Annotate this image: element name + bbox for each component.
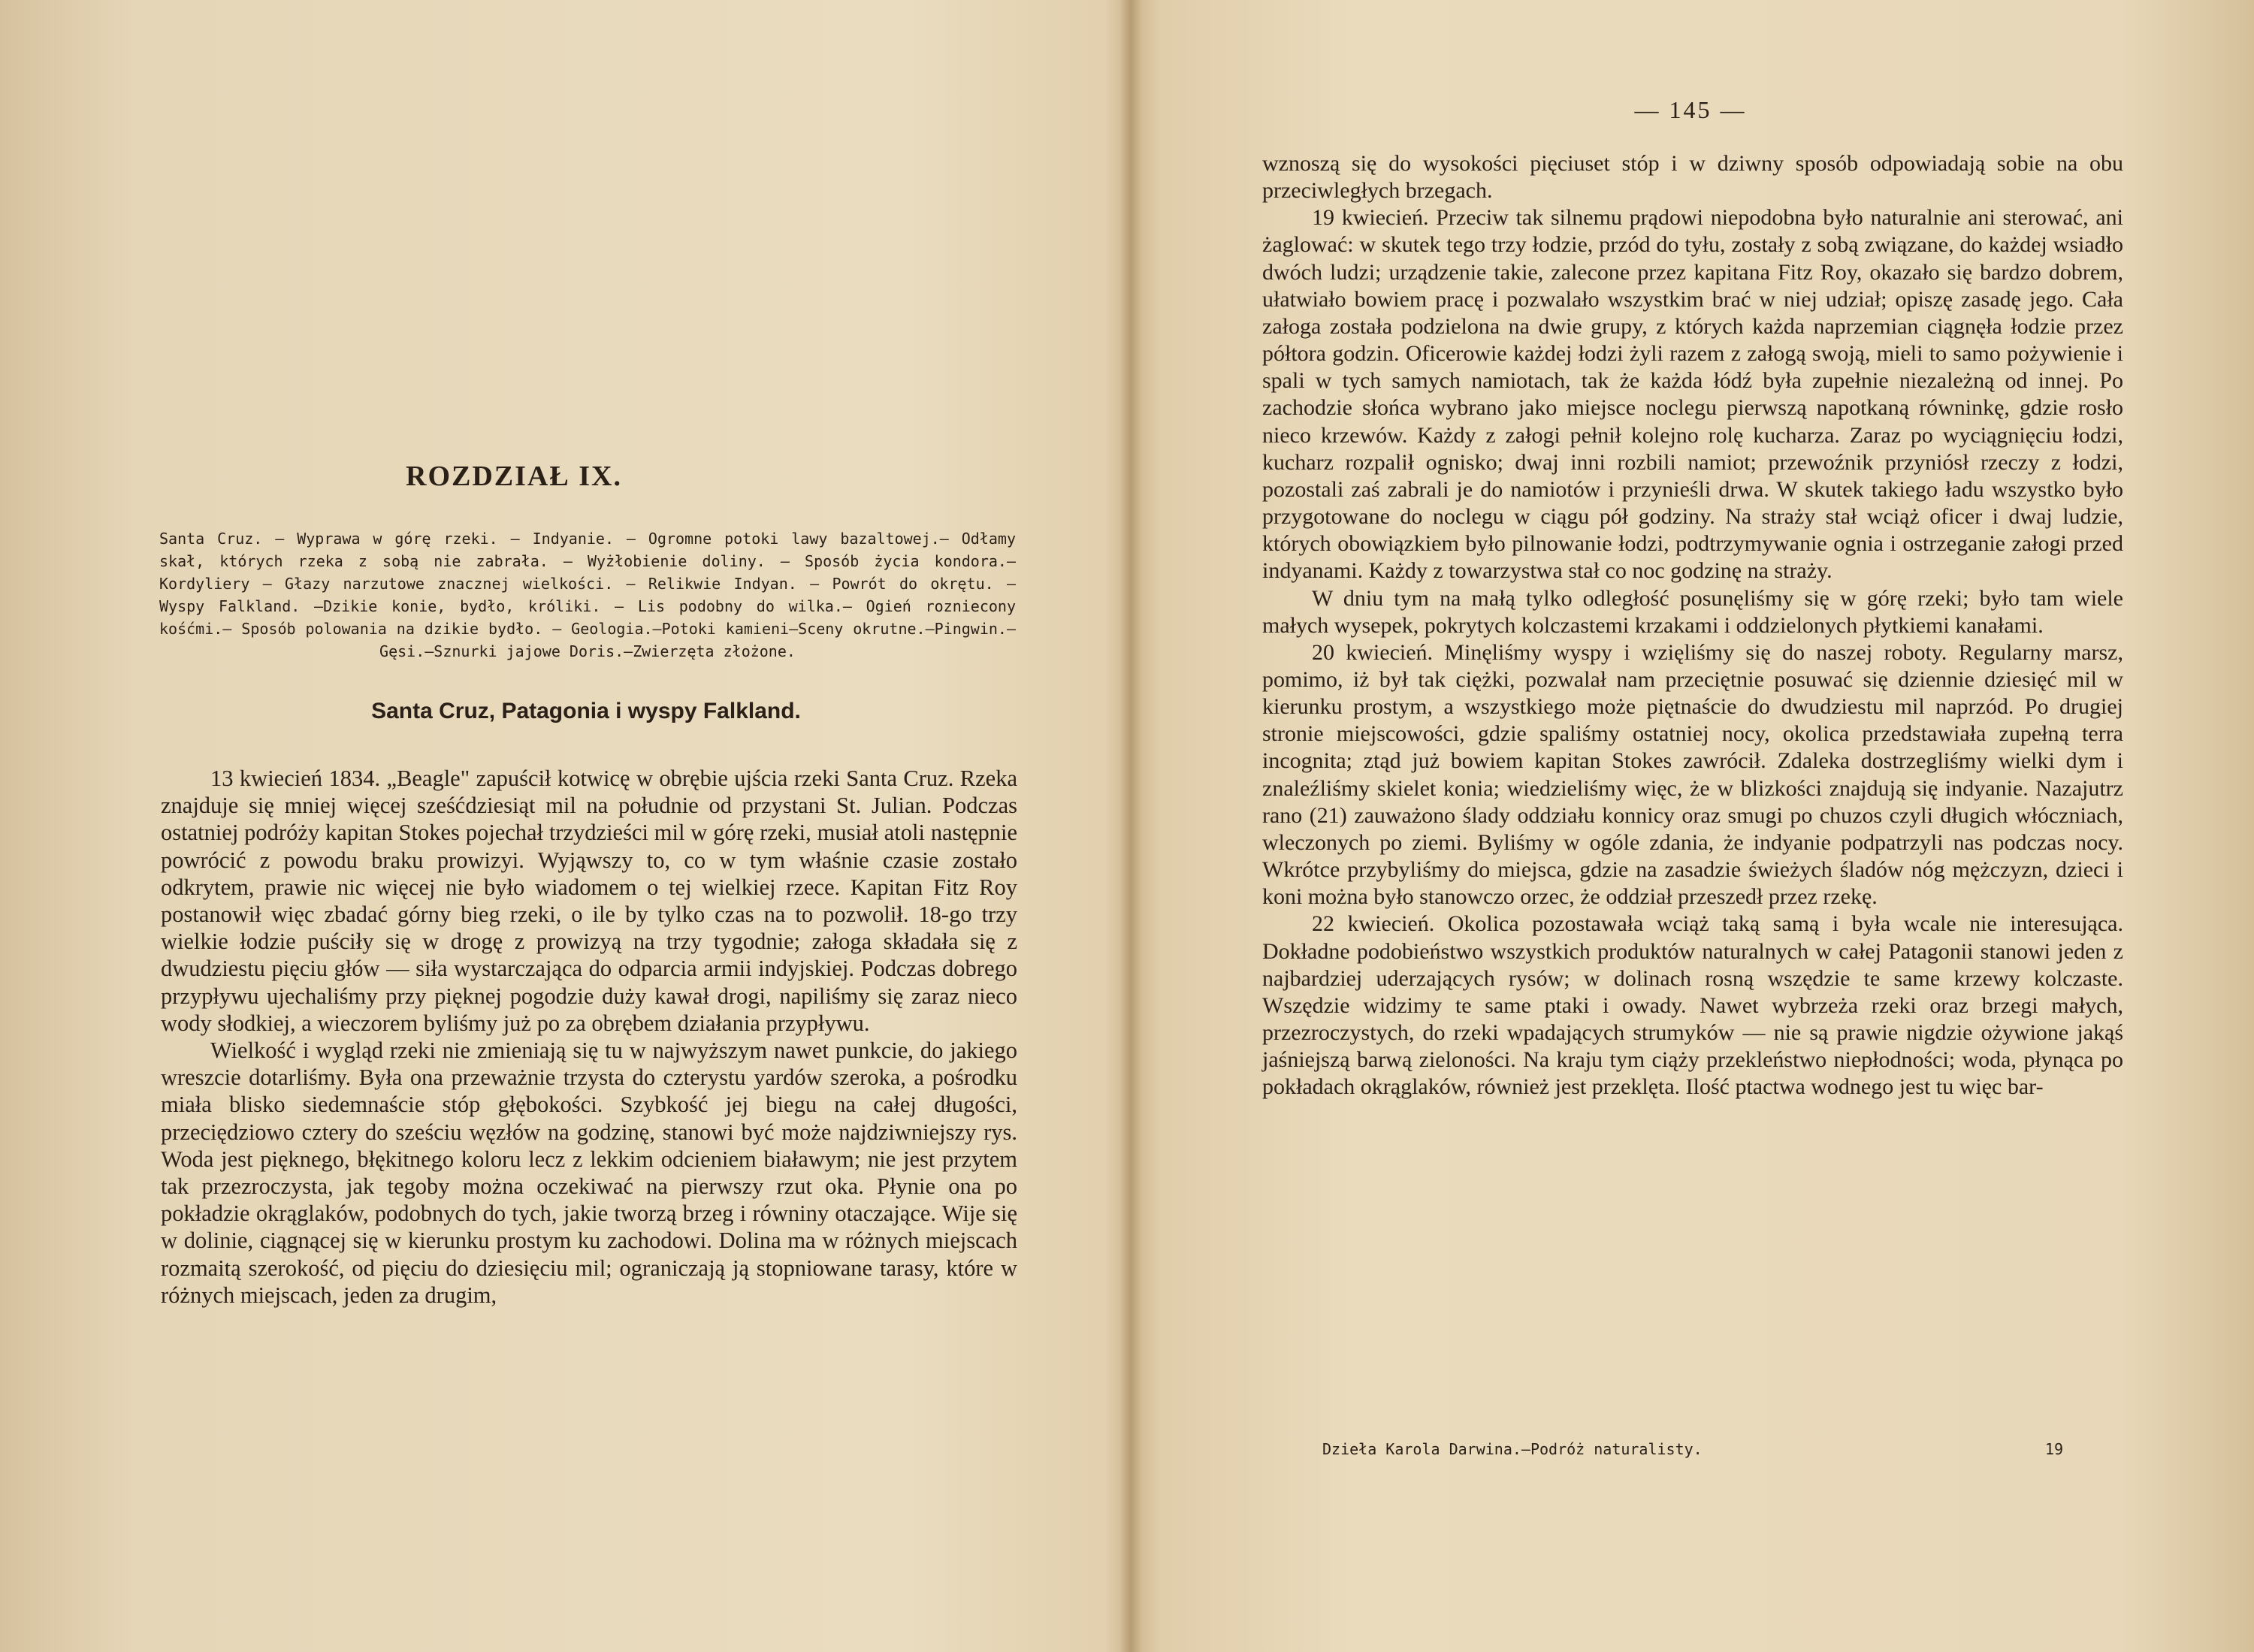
section-title: Santa Cruz, Patagonia i wyspy Falkland. bbox=[371, 699, 801, 723]
chapter-summary: Santa Cruz. — Wyprawa w górę rzeki. — Indyanie. — Ogromne potoki lawy bazaltowej.— Odłamy skał, których rzeka z sobą nie zabrała. — Wyżłobienie doliny. — Sposób życia kondora.—Kordyliery — Głazy narzutowe znacznej wielkości. — Relikwie Indyan. — Powrót do okrętu. — Wyspy Falkland. —Dzikie konie, bydło, króliki. — Lis podobny do wilka.— Ogień rozniecony kośćmi.— Sposób polowania na dzikie bydło. — Geologia.—Potoki kamieni—Sceny okrutne.—Pingwin.—Gęsi.—Sznurki jajowe Doris.—Zwierzęta złożone. bbox=[159, 530, 1016, 660]
footer-title: Dzieła Karola Darwina.—Podróż naturalisty. bbox=[1322, 1440, 1703, 1458]
right-page-body bbox=[1262, 150, 2123, 1101]
paragraph: Wielkość i wygląd rzeki nie zmieniają się tu w najwyższym nawet punkcie, do jakiego wreszcie dotarliśmy. Była ona przeważnie trzysta do czterystu yardów szeroka, a pośrodku miała blisko siedemnaście stóp głębokości. Szybkość jej biegu na całej długości, przeciędziowo cztery do sześciu węzłów na godzinę, stanowi być może najdziwniejszy rys. Woda jest pięknego, błękitnego koloru lecz z lekkim odcieniem białawym; nie jest przytem tak przezroczysta, jak tegoby można oczekiwać na pierwszy rzut oka. Płynie ona po pokładzie okrąglaków, podobnych do tych, jakie tworzą brzeg i równiny otaczające. Wije się w dolinie, ciągnącej się w kierunku prostym ku zachodowi. Dolina ma w różnych miejscach rozmaitą szerokość, od pięciu do dziesięciu mil; ograniczają ją stopniowane tarasy, które w różnych miejscach, jeden za drugim, bbox=[161, 1037, 1017, 1308]
paragraph: 20 kwiecień. Minęliśmy wyspy i wzięliśmy się do naszej roboty. Regularny marsz, pomimo, iż był tak ciężki, pozwalał nam przeciętnie posuwać się dziennie dziesięć mil w kierunku prostym, a wszystkiego może piętnaście do dwudziestu mil naprzód. Po drugiej stronie miejscowości, gdzie spaliśmy ostatniej nocy, okolica przedstawiała zupełną terra incognita; ztąd już bowiem kapitan Stokes zawrócił. Zdaleka dostrzegliśmy wielki dym i znaleźliśmy skielet konia; wiedzieliśmy więc, że w blizkości znajdują się indyanie. Nazajutrz rano (21) zauważono ślady oddziału konnicy oraz smugi po chuzos czyli długich włóczniach, wleczonych po ziemi. Byliśmy w ogóle zdania, że indyanie podpatrzyli nas podczas nocy. Wkrótce przybyliśmy do miejsca, gdzie na zasadzie świeżych śladów nóg mężczyzn, dzieci i koni można było stanowczo orzec, że oddział przeszedł przez rzekę. bbox=[1262, 639, 2123, 910]
page-number: — 145 — bbox=[1634, 96, 1747, 123]
paragraph: 22 kwiecień. Okolica pozostawała wciąż taką samą i była wcale nie interesująca. Dokładne podobieństwo wszystkich produktów naturalnych w całej Patagonii stanowi jeden z najbardziej uderzających rysów; w dolinach rosną wszędzie te same krzewy kolczaste. Wszędzie widzimy te same ptaki i owady. Nawet wybrzeża rzeki oraz brzegi małych, przezroczystych, do rzeki wpadających strumyków — nie są prawie nigdzie ożywione jakąś jaśniejszą barwą zieloności. Na kraju tym ciąży przekleństwo niepłodności; woda, płynąca po pokładach okrąglaków, również jest przeklęta. Ilość ptactwa wodnego jest tu więc bar- bbox=[1262, 911, 2123, 1100]
signature-mark: 19 bbox=[2044, 1440, 2063, 1458]
paragraph: 19 kwiecień. Przeciw tak silnemu prądowi niepodobna było naturalnie ani sterować, ani żaglować: w skutek tego trzy łodzie, przód do tyłu, zostały z sobą związane, do każdej wsiadło dwóch ludzi; urządzenie takie, zalecone przez kapitana Fitz Roy, okazało się bardzo dobrem, ułatwiało bowiem pracę i pozwalało wszystkim brać w niej udział; opiszę zasadę jego. Cała załoga została podzielona na dwie grupy, z których każda naprzemian ciągnęła łodzie przez półtora godzin. Oficerowie każdej łodzi żyli razem z załogą swoją, mieli to samo pożywienie i spali w tych samych namiotach, tak że każda łódź była zupełnie niezależną od innej. Po zachodzie słońca wybrano jako miejsce noclegu pierwszą napotkaną równinkę, gdzie rosło nieco krzewów. Każdy z załogi pełnił kolejno rolę kucharza. Zaraz po wyciągnięciu łodzi, kucharz rozpalił ognisko; dwaj inni rozbili namiot; przewoźnik przyniósł rzeczy z łodzi, pozostali zaś zabrali je do namiotów i przynieśli drwa. W skutek takiego ładu wszystko było przygotowane do noclegu w ciągu pół godziny. Na straży stał wciąż oficer i dwaj ludzie, których obowiązkiem było pilnowanie łodzi, podtrzymywanie ognia i ostrzeganie załogi przed indyanami. Każdy z towarzystwa stał co noc godzinę na straży. bbox=[1262, 205, 2123, 584]
paragraph: W dniu tym na małą tylko odległość posunęliśmy się w górę rzeki; było tam wiele małych wysepek, pokrytych kolczastemi krzakami i oddzielonych płytkiemi kanałami. bbox=[1262, 585, 2123, 638]
left-page-body bbox=[161, 765, 1017, 1309]
chapter-title: ROZDZIAŁ IX. bbox=[406, 461, 622, 492]
paragraph: wznoszą się do wysokości pięciuset stóp i w dziwny sposób odpowiadają sobie na obu przeciwległych brzegach. bbox=[1262, 151, 2123, 204]
paragraph: 13 kwiecień 1834. „Beagle" zapuścił kotwicę w obrębie ujścia rzeki Santa Cruz. Rzeka znajduje się mniej więcej sześćdziesiąt mil na południe od przystani St. Julian. Podczas ostatniej podróży kapitan Stokes pojechał trzydzieści mil w górę rzeki, musiał atoli następnie powrócić z powodu braku prowizyi. Wyjąwszy to, co w tym właśnie czasie zostało odkrytem, prawie nic więcej nie było wiadomem o tej wielkiej rzece. Kapitan Fitz Roy postanowił więc zbadać górny bieg rzeki, o ile by tylko czas na to pozwolił. 18-go trzy wielkie łodzie puściły się w drogę z prowizyą na trzy tygodnie; załoga składała się z dwudziestu pięciu głów — siła wystarczająca do odparcia armii indyjskiej. Podczas dobrego przypływu ujechaliśmy przy pięknej pogodzie duży kawał drogi, napiliśmy się zaraz nieco wody słodkiej, a wieczorem byliśmy już po za obrębem działania przypływu. bbox=[161, 766, 1017, 1036]
page-footer bbox=[1262, 1440, 2123, 1458]
